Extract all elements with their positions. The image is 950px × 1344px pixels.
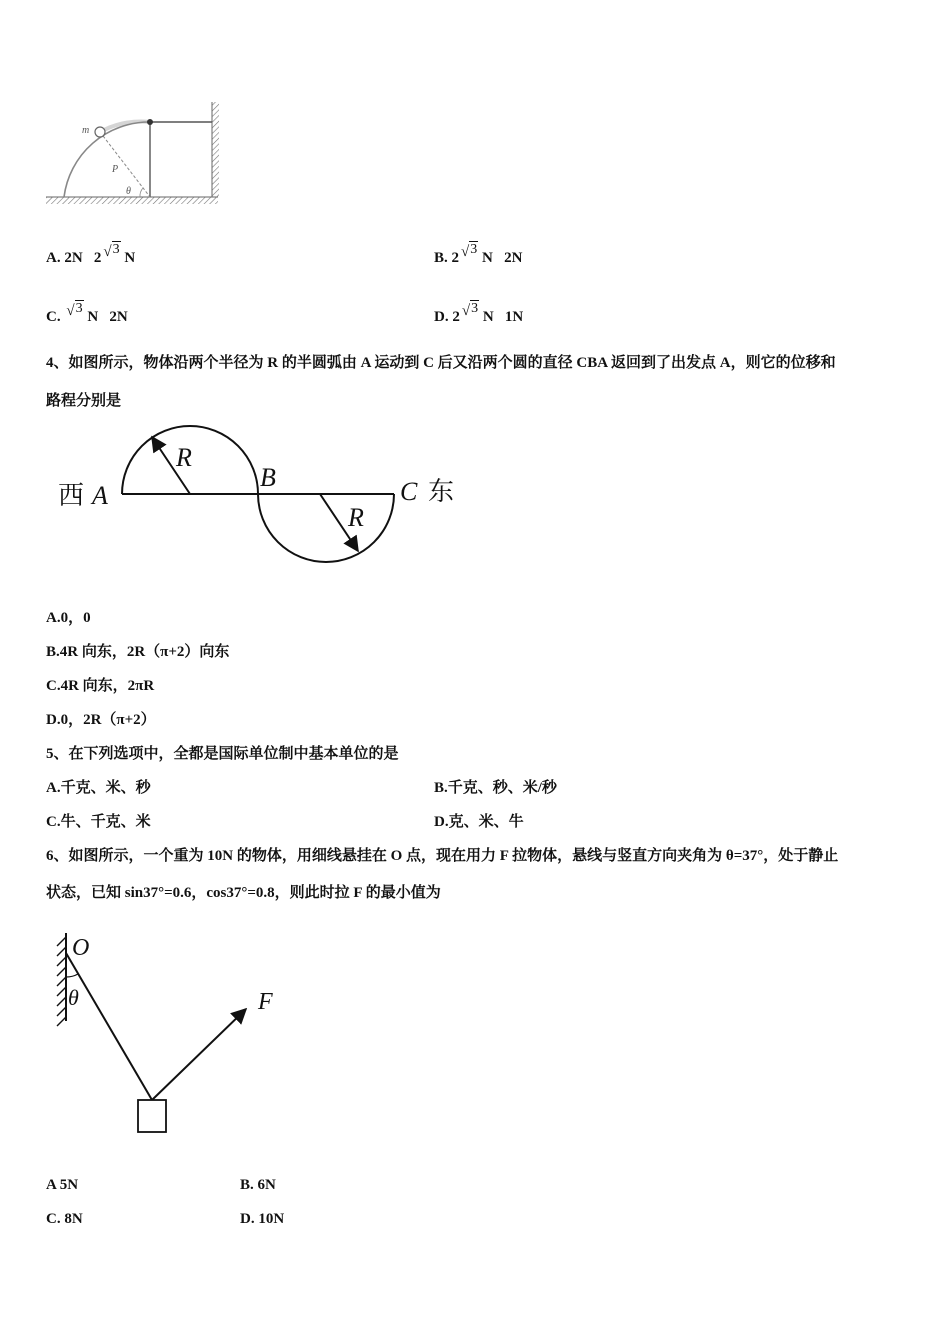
q3-option-a-prefix: A. 2N <box>46 250 83 266</box>
q3-option-c-radicand: 3 <box>75 301 83 316</box>
q4-label-east: 东 <box>428 477 455 507</box>
q3-option-a[interactable] <box>46 242 136 269</box>
q4-option-a[interactable]: A.0，0 <box>46 610 91 626</box>
q5-stem: 5、在下列选项中，全都是国际单位制中基本单位的是 <box>46 746 399 762</box>
q5-option-a[interactable]: A.千克、米、秒 <box>46 780 151 796</box>
q5-option-d[interactable]: D.克、米、牛 <box>434 814 524 830</box>
q4-option-b[interactable]: B.4R 向东，2R（π+2）向东 <box>46 644 230 660</box>
q3-option-c-second: 2N <box>109 309 128 325</box>
q3-label-theta: θ <box>126 186 131 197</box>
q4-label-c: C <box>400 477 418 506</box>
q3-option-d-prefix: D. 2 <box>434 309 460 325</box>
q6-label-theta: θ <box>68 985 79 1010</box>
q4-label-r1: R <box>176 443 192 472</box>
q3-option-c[interactable] <box>46 301 128 328</box>
q6-label-o: O <box>72 935 90 961</box>
sqrt-icon: √3 <box>461 242 478 260</box>
q4-label-r2: R <box>348 503 364 532</box>
q6-option-a[interactable]: A 5N <box>46 1177 79 1193</box>
q3-option-a-radicand: 3 <box>112 242 120 257</box>
q3-option-a-unit: N <box>124 250 136 266</box>
q6-label-f: F <box>258 989 273 1015</box>
q3-figure <box>40 96 230 211</box>
q3-option-b-second: 2N <box>504 250 523 266</box>
q5-option-c[interactable]: C.牛、千克、米 <box>46 814 151 830</box>
q3-label-m: m <box>82 125 90 136</box>
sqrt-icon: √3 <box>461 301 479 319</box>
q3-option-c-prefix: C. <box>46 309 61 325</box>
q4-label-b: B <box>260 463 276 492</box>
q6-option-d[interactable]: D. 10N <box>240 1211 285 1227</box>
q3-option-b-suffix: N <box>482 250 493 266</box>
q6-option-c[interactable]: C. 8N <box>46 1211 83 1227</box>
q3-option-d[interactable] <box>434 301 524 328</box>
q6-stem-line2: 状态，已知 sin37°=0.6，cos37°=0.8，则此时拉 F 的最小值为 <box>46 885 441 901</box>
q6-figure <box>50 925 290 1140</box>
q4-label-west: 西 <box>58 481 85 511</box>
q3-option-d-second: 1N <box>504 309 524 325</box>
sqrt-icon: √3 <box>66 301 83 319</box>
q4-stem-line1: 4、如图所示，物体沿两个半径为 R 的半圆弧由 A 运动到 C 后又沿两个圆的直径 CBA 返回到了出发点 A，则它的位移和 <box>46 355 836 371</box>
q6-stem-line1: 6、如图所示，一个重为 10N 的物体，用细线悬挂在 O 点，现在用力 F 拉物体，悬线与竖直方向夹角为 θ=37°，处于静止 <box>46 848 839 864</box>
q3-option-d-radicand: 3 <box>471 301 479 316</box>
q3-option-b[interactable] <box>434 242 523 269</box>
q4-figure <box>50 420 470 570</box>
q4-option-d[interactable]: D.0，2R（π+2） <box>46 712 156 728</box>
q4-stem-line2: 路程分别是 <box>46 393 122 409</box>
q4-label-a: A <box>92 481 108 510</box>
q4-option-c[interactable]: C.4R 向东，2πR <box>46 678 155 694</box>
q3-label-p: P <box>112 164 119 175</box>
q6-option-b[interactable]: B. 6N <box>240 1177 276 1193</box>
q3-option-b-radicand: 3 <box>470 242 478 257</box>
q5-option-b[interactable]: B.千克、秒、米/秒 <box>434 780 557 796</box>
q3-option-b-prefix: B. 2 <box>434 250 460 266</box>
sqrt-icon: √3 <box>103 242 120 260</box>
q3-option-a-coef: 2 <box>93 250 102 266</box>
q3-option-d-suffix: N <box>482 309 494 325</box>
q3-option-c-suffix: N <box>87 309 99 325</box>
